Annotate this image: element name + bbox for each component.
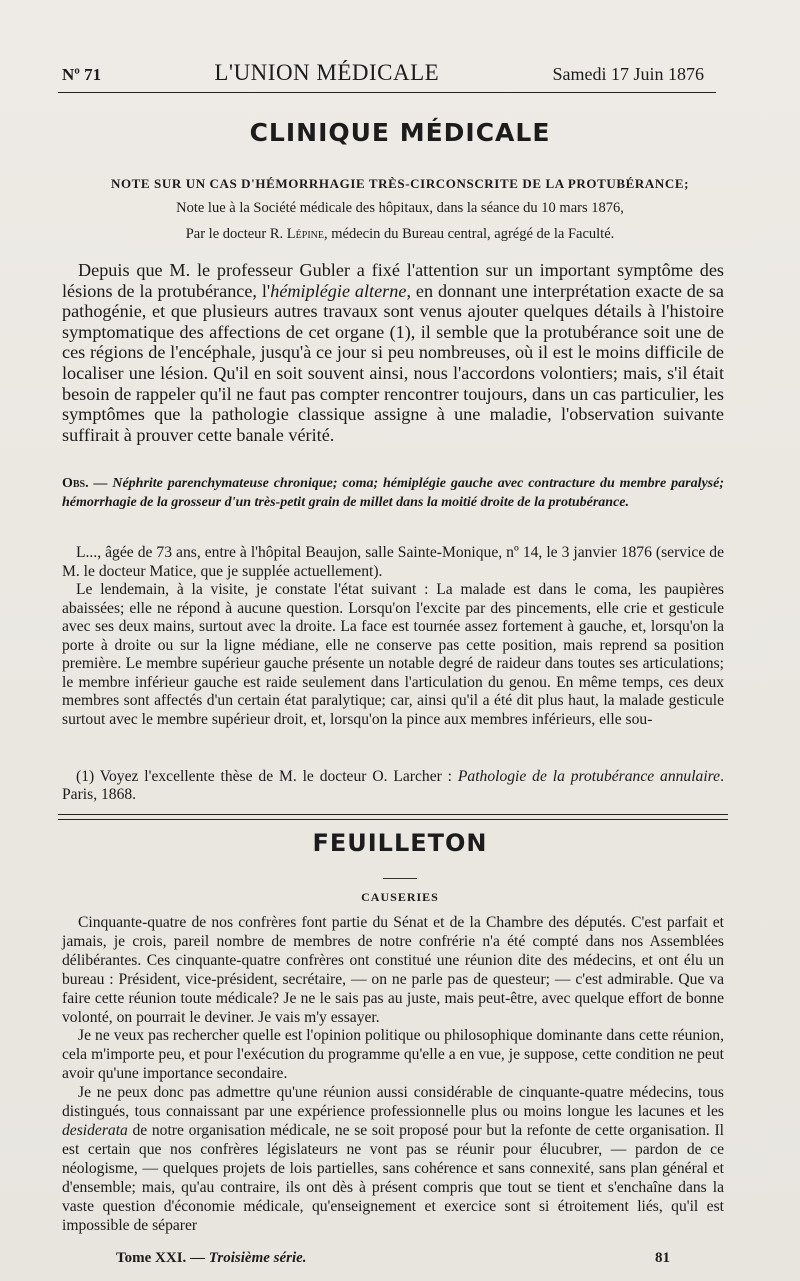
feuilleton-paragraph-3: Je ne peux donc pas admettre qu'une réunion aussi considérable de cinquante-quatre médecins, tous distingués, tous connaissant par une expérience professionnelle plus ou moins longue les lacunes et les desiderata de notre organisation médicale, ne se soit proposé pour but la refonte de cette organisation. Il est certain que nos confrères législateurs ne vont pas se réunir pour élucubrer, — pardon de ce néologisme, — quelques projets de lois partielles, sans cohérence et sans connexité, sans plan général et d'ensemble; mais, qu'au contraire, ils ont dès à présent compris que tout se tient et s'enchaîne dans la vaste question d'économie médicale, qu'enseignement et exercice sont si étroitement liés, qu'il est impossible de séparer — [62, 1084, 724, 1234]
feuilleton-subtitle: CAUSERIES — [361, 890, 439, 904]
journal-title: L'UNION MÉDICALE — [214, 60, 440, 85]
volume-info: Tome XXI. — Troisième série. — [116, 1250, 307, 1266]
section-title-clinique: CLINIQUE MÉDICALE — [249, 118, 551, 147]
page-number: 81 — [655, 1250, 670, 1266]
author-name: R. Lépine — [269, 226, 324, 242]
page-header — [62, 60, 704, 86]
feuilleton-separator — [58, 814, 728, 820]
issue-number: Nº 71 — [62, 65, 102, 84]
issue-date: Samedi 17 Juin 1876 — [552, 64, 704, 84]
intro-paragraph: Depuis que M. le professeur Gubler a fixé l'attention sur un important symptôme des lésions de la protubérance, l'hémiplégie alterne, en donnant une interprétation exacte de sa pathogénie, et que plusieurs autres travaux sont venus ajouter quelques détails à l'histoire symptomatique des affections de cet organe (1), il semble que la protubérance soit une de ces régions de l'encéphale, jusqu'à ce jour si peu nombreuses, où il est le moins difficile de localiser une lésion. Qu'il en soit souvent ainsi, nous l'accordons volontiers; mais, s'il était besoin de rappeler qu'il ne faut pas compter rencontrer toujours, dans un cas particulier, les symptômes que la pathologie classique assigne à une maladie, l'observation suivante suffirait à prouver cette banale vérité. — [62, 260, 725, 445]
header-rule — [58, 92, 716, 93]
case-paragraph-1: L..., âgée de 73 ans, entre à l'hôpital Beaujon, salle Sainte-Monique, nº 14, le 3 janvier 1876 (service de M. le docteur Matice, que je supplée actuellement). — [62, 544, 724, 580]
footnote: (1) Voyez l'excellente thèse de M. le docteur O. Larcher : Pathologie de la protubérance annulaire. Paris, 1868. — [62, 768, 724, 803]
feuilleton-body — [62, 914, 724, 1235]
observation-heading: Obs. — Néphrite parenchymateuse chronique; coma; hémiplégie gauche avec contracture du membre paralysé; hémorrhagie de la grosseur d'un très-petit grain de millet dans la moitié droite de la protubérance. — [62, 476, 724, 510]
article-subtitle: Note lue à la Société médicale des hôpitaux, dans la séance du 10 mars 1876, — [176, 200, 624, 216]
case-paragraph-2: Le lendemain, à la visite, je constate l'état suivant : La malade est dans le coma, les paupières abaissées; elle ne répond à aucune question. Lorsqu'on l'excite par des pincements, elle crie et gesticule avec ses deux mains, surtout avec la droite. La face est tournée assez fortement à gauche, et, lorsqu'on la porte à droite ou sur la ligne médiane, elle ne conserve pas cette position, mais reprend sa position première. Le membre supérieur gauche présente un notable degré de raideur dans toutes ses articulations; le membre inférieur gauche est raide seulement dans l'articulation du genou. En même temps, ces deux membres sont affectés d'un certain état paralytique; car, ainsi qu'il a été dit plus haut, la malade gesticule surtout avec le membre supérieur droit, et, lorsqu'on la pince aux membres inférieurs, elle sou- — [62, 581, 724, 728]
section-title-feuilleton: FEUILLETON — [312, 829, 488, 857]
feuilleton-paragraph-2: Je ne veux pas rechercher quelle est l'opinion politique ou philosophique dominante dans cette réunion, cela m'importe peu, et pour l'exécution du programme qu'elle a en vue, je suppose, cette condition ne peut avoir qu'une importance secondaire. — [62, 1027, 724, 1083]
feuilleton-paragraph-1: Cinquante-quatre de nos confrères font partie du Sénat et de la Chambre des députés. C'est parfait et jamais, je crois, pareil nombre de membres de notre confrérie n'a été compté dans nos Assemblées délibérantes. Ces cinquante-quatre confrères ont constitué une réunion dite des médecins, et ont élu un bureau : Président, vice-président, secrétaire, — on ne parle pas de questeur; — c'est admirable. Que va faire cette réunion toute médicale? Je ne le sais pas au juste, mais peut-être, avec quelque effort de bonne volonté, on pourrait le deviner. Je vais m'y essayer. — [62, 914, 724, 1026]
title-rule — [383, 878, 417, 879]
page-footer — [116, 1250, 670, 1267]
article-title: NOTE SUR UN CAS D'HÉMORRHAGIE TRÈS-CIRCONSCRITE DE LA PROTUBÉRANCE; — [110, 176, 690, 191]
article-author: Par le docteur R. Lépine, médecin du Bureau central, agrégé de la Faculté. — [185, 226, 615, 242]
case-report — [62, 544, 724, 729]
